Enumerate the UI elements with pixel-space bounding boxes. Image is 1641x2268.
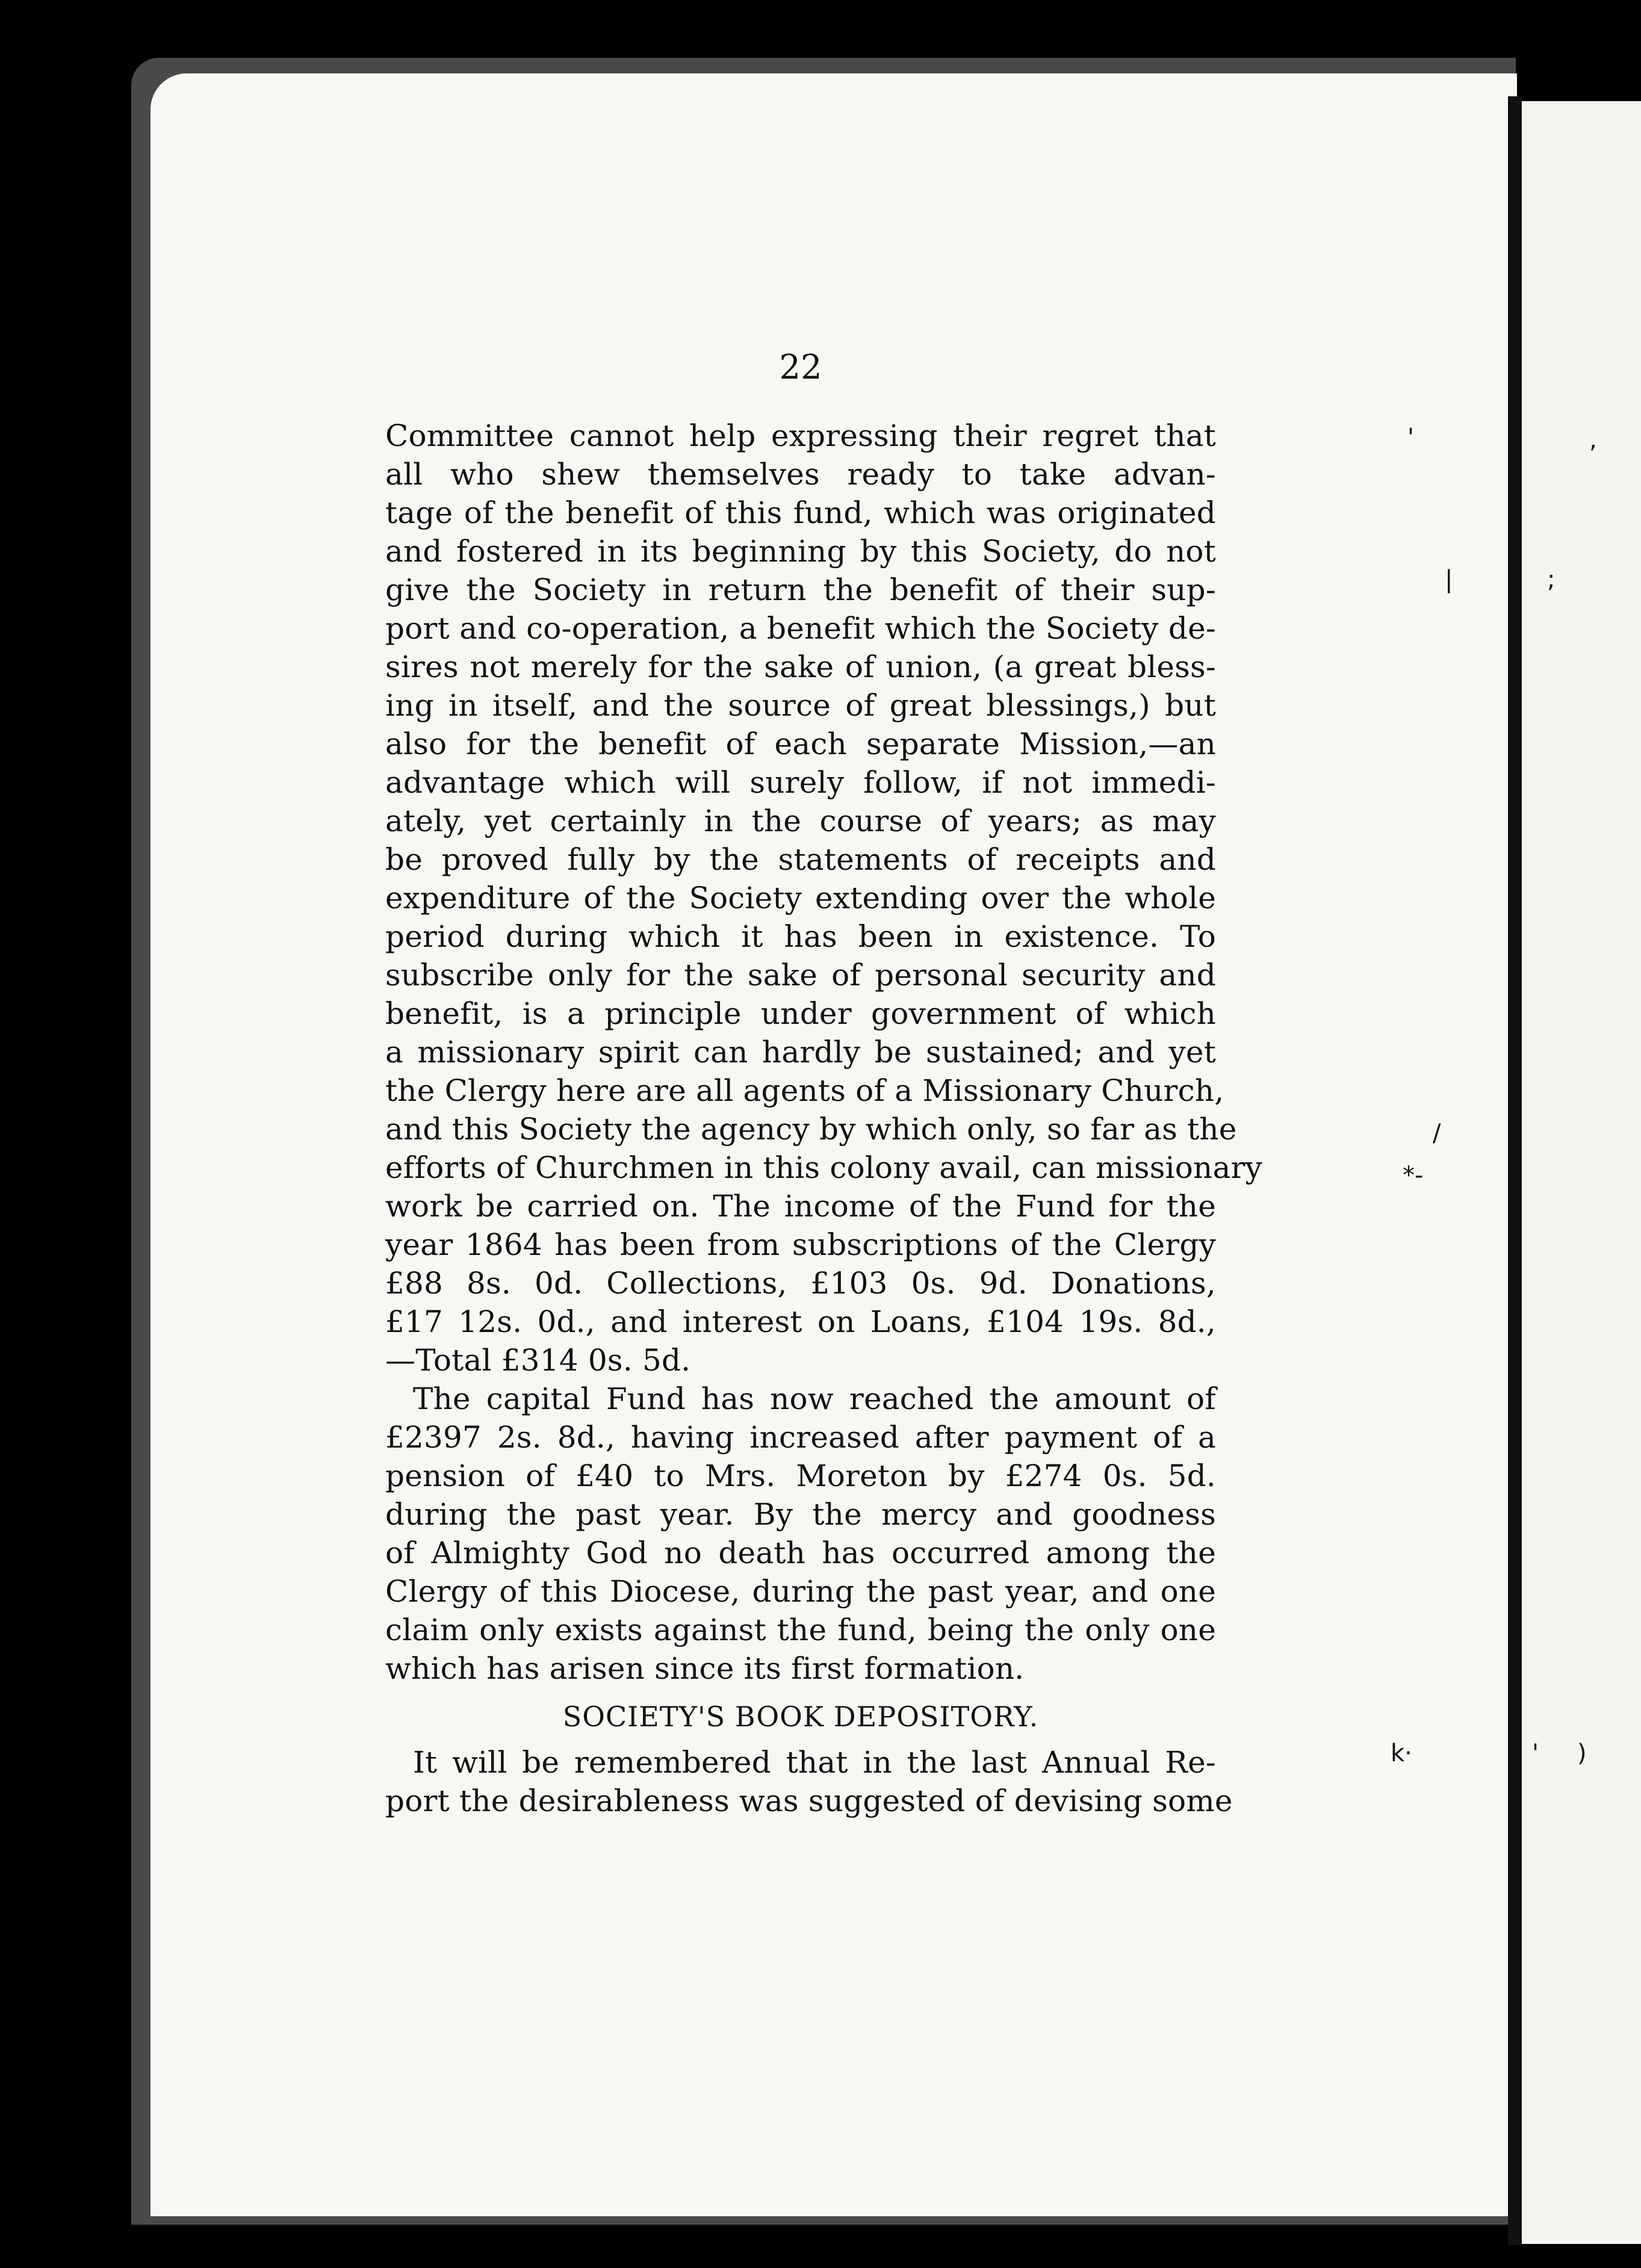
text-line: expenditure of the Society extending over the whole <box>385 881 1216 916</box>
text-line: advantage which will surely follow, if not immedi- <box>385 765 1216 800</box>
text-line: during the past year. By the mercy and goodness <box>385 1497 1216 1532</box>
text-line: all who shew themselves ready to take advan- <box>385 457 1216 492</box>
facing-page-edge <box>1522 101 1641 2244</box>
text-line: efforts of Churchmen in this colony avail, can missionary <box>385 1150 1263 1185</box>
margin-mark: k· <box>1391 1740 1412 1767</box>
margin-mark: ) <box>1577 1740 1587 1767</box>
text-line: ing in itself, and the source of great blessings,) but <box>385 688 1216 723</box>
text-line: work be carried on. The income of the Fund for the <box>385 1189 1216 1224</box>
text-line: the Clergy here are all agents of a Missionary Church, <box>385 1073 1224 1108</box>
text-line: subscribe only for the sake of personal security and <box>385 958 1216 993</box>
text-line: £2397 2s. 8d., having increased after payment of a <box>385 1420 1216 1455</box>
text-line: which has arisen since its first formation. <box>385 1651 1025 1686</box>
text-line: —Total £314 0s. 5d. <box>385 1343 691 1378</box>
text-line: Clergy of this Diocese, during the past year, and one <box>385 1574 1216 1609</box>
margin-mark: / <box>1433 1120 1441 1147</box>
text-line: give the Society in return the benefit of their sup- <box>385 572 1216 607</box>
text-line: year 1864 has been from subscriptions of the Clergy <box>385 1227 1216 1262</box>
text-line: port and co-operation, a benefit which the Society de- <box>385 611 1216 646</box>
text-line: benefit, is a principle under government of which <box>385 996 1216 1031</box>
text-line: sires not merely for the sake of union, (a great bless- <box>385 649 1216 684</box>
text-line: claim only exists against the fund, being the only one <box>385 1613 1216 1647</box>
text-line: £88 8s. 0d. Collections, £103 0s. 9d. Donations, <box>385 1266 1216 1301</box>
margin-mark: ' <box>1407 424 1414 451</box>
text-line: and this Society the agency by which only, so far as the <box>385 1112 1237 1147</box>
text-line: The capital Fund has now reached the amount of <box>413 1381 1216 1416</box>
text-line: tage of the benefit of this fund, which was originated <box>385 495 1216 530</box>
text-line: It will be remembered that in the last Annual Re- <box>413 1745 1216 1780</box>
text-line: of Almighty God no death has occurred among the <box>385 1535 1216 1570</box>
text-line: port the desirableness was suggested of devising some <box>385 1783 1233 1818</box>
text-line: ately, yet certainly in the course of years; as may <box>385 804 1216 838</box>
margin-mark: *- <box>1403 1162 1424 1189</box>
section-heading: SOCIETY'S BOOK DEPOSITORY. <box>562 1700 1039 1733</box>
text-line: £17 12s. 0d., and interest on Loans, £104 19s. 8d., <box>385 1304 1216 1339</box>
book-gutter <box>1508 96 1522 2245</box>
text-line: pension of £40 to Mrs. Moreton by £274 0s. 5d. <box>385 1458 1216 1493</box>
text-line: a missionary spirit can hardly be sustained; and yet <box>385 1035 1216 1070</box>
text-line: period during which it has been in existence. To <box>385 919 1216 954</box>
text-line: Committee cannot help expressing their regret that <box>385 418 1216 453</box>
margin-mark: ' <box>1532 1740 1539 1767</box>
page-number: 22 <box>779 348 822 387</box>
margin-mark: | <box>1445 566 1453 593</box>
text-line: be proved fully by the statements of receipts and <box>385 842 1216 877</box>
margin-mark: ; <box>1547 566 1556 593</box>
text-line: and fostered in its beginning by this Society, do not <box>385 534 1216 569</box>
margin-mark: , <box>1589 426 1597 454</box>
text-line: also for the benefit of each separate Mission,—an <box>385 727 1216 761</box>
